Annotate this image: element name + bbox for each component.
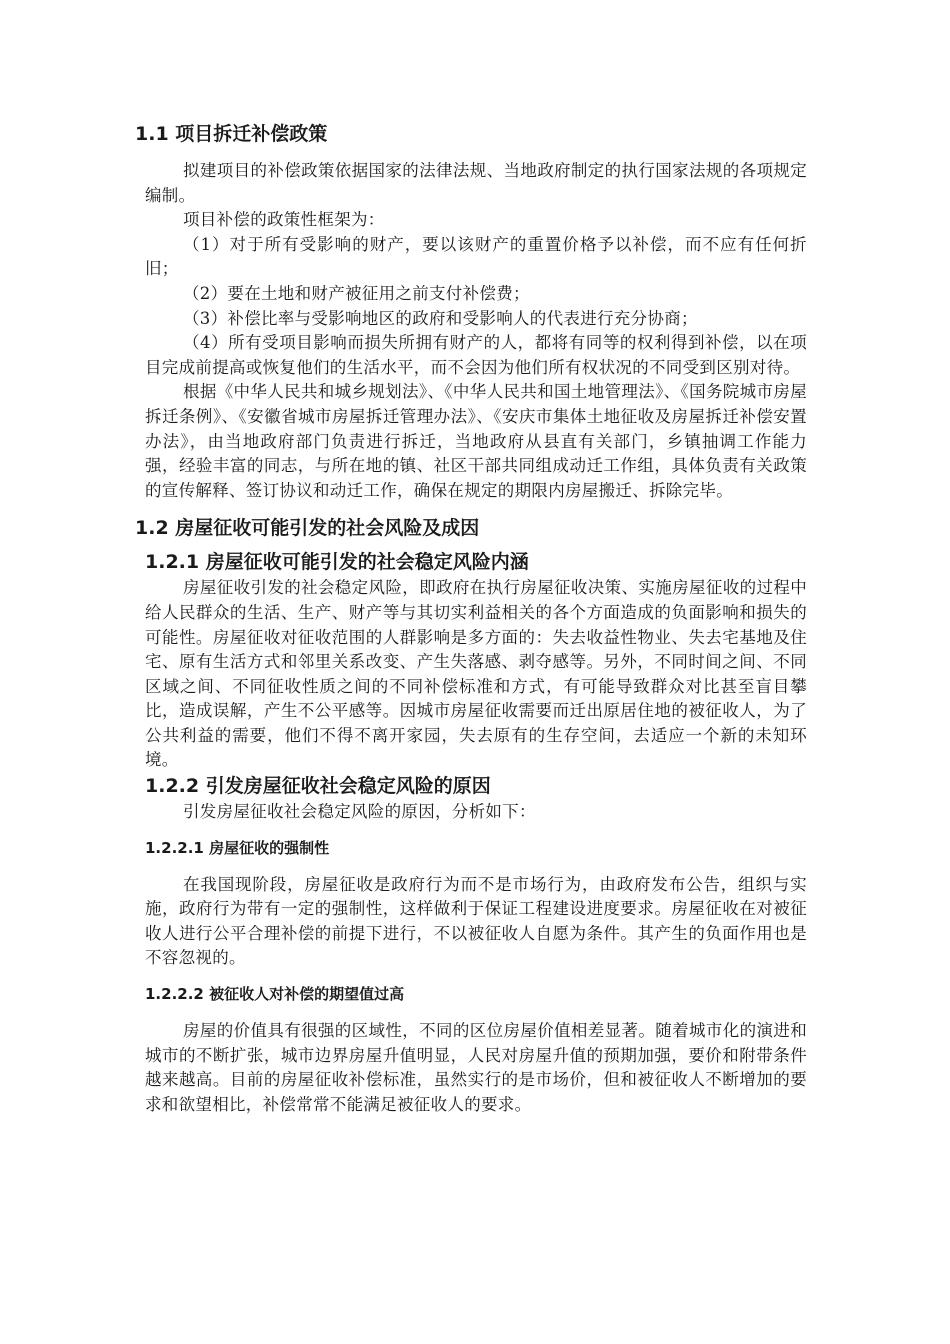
- paragraph: 房屋征收引发的社会稳定风险，即政府在执行房屋征收决策、实施房屋征收的过程中给人民群众的生活、生产、财产等与其切实利益相关的各个方面造成的负面影响和损失的可能性。房屋征收对征收范围的人群影响是多方面的：失去收益性物业、失去宅基地及住宅、原有生活方式和邻里关系改变、产生失落感、剥夺感等。另外，不同时间之间、不同区域之间、不同征收性质之间的不同补偿标准和方式，有可能导致群众对比甚至盲目攀比，造成误解，产生不公平感等。因城市房屋征收需要而迁出原居住地的被征收人，为了公共利益的需要，他们不得不离开家园，失去原有的生存空间，去适应一个新的未知环境。: [145, 578, 807, 770]
- heading-1-2-2-1: 1.2.2.1 房屋征收的强制性: [145, 838, 330, 857]
- paragraph: 根据《中华人民共和城乡规划法》、《中华人民共和国土地管理法》、《国务院城市房屋拆迁条例》、《安徽省城市房屋拆迁管理办法》、《安庆市集体土地征收及房屋拆迁补偿安置办法》，由当地政府部门负责进行拆迁，当地政府从县直有关部门，乡镇抽调工作能力强，经验丰富的同志，与所在地的镇、社区干部共同组成动迁工作组，具体负责有关政策的宣传解释、签订协议和动迁工作，确保在规定的期限内房屋搬迁、拆除完毕。: [145, 382, 807, 500]
- heading-1-2-1: 1.2.1 房屋征收可能引发的社会稳定风险内涵: [145, 551, 529, 574]
- heading-1-1: 1.1 项目拆迁补偿政策: [135, 123, 328, 145]
- list-item: （4）所有受项目影响而损失所拥有财产的人，都将有同等的权利得到补偿，以在项目完成前提高或恢复他们的生活水平，而不会因为他们所有权状况的不同受到区别对待。: [145, 333, 807, 377]
- paragraph: 在我国现阶段，房屋征收是政府行为而不是市场行为，由政府发布公告，组织与实施，政府行为带有一定的强制性，这样做利于保证工程建设进度要求。房屋征收在对被征收人进行公平合理补偿的前提下进行，不以被征收人自愿为条件。其产生的负面作用也是不容忽视的。: [145, 874, 807, 968]
- list-item: （2）要在土地和财产被征用之前支付补偿费；: [183, 283, 530, 303]
- list-item: （3）补偿比率与受影响地区的政府和受影响人的代表进行充分协商；: [183, 308, 698, 328]
- heading-1-2-2: 1.2.2 引发房屋征收社会稳定风险的原因: [145, 775, 491, 798]
- heading-1-2: 1.2 房屋征收可能引发的社会风险及成因: [135, 517, 480, 540]
- list-item: （1）对于所有受影响的财产，要以该财产的重置价格予以补偿，而不应有任何折旧；: [145, 234, 807, 279]
- heading-1-2-2-2: 1.2.2.2 被征收人对补偿的期望值过高: [145, 985, 405, 1004]
- paragraph: 拟建项目的补偿政策依据国家的法律法规、当地政府制定的执行国家法规的各项规定编制。: [145, 161, 807, 205]
- document-body: [135, 117, 807, 1117]
- paragraph: 引发房屋征收社会稳定风险的原因，分析如下：: [183, 802, 536, 822]
- paragraph: 项目补偿的政策性框架为：: [183, 210, 385, 230]
- paragraph: 房屋的价值具有很强的区域性，不同的区位房屋价值相差显著。随着城市化的演进和城市的不断扩张，城市边界房屋升值明显，人民对房屋升值的预期加强，要价和附带条件越来越高。目前的房屋征收补偿标准，虽然实行的是市场价，但和被征收人不断增加的要求和欲望相比，补偿常常不能满足被征收人的要求。: [145, 1021, 807, 1114]
